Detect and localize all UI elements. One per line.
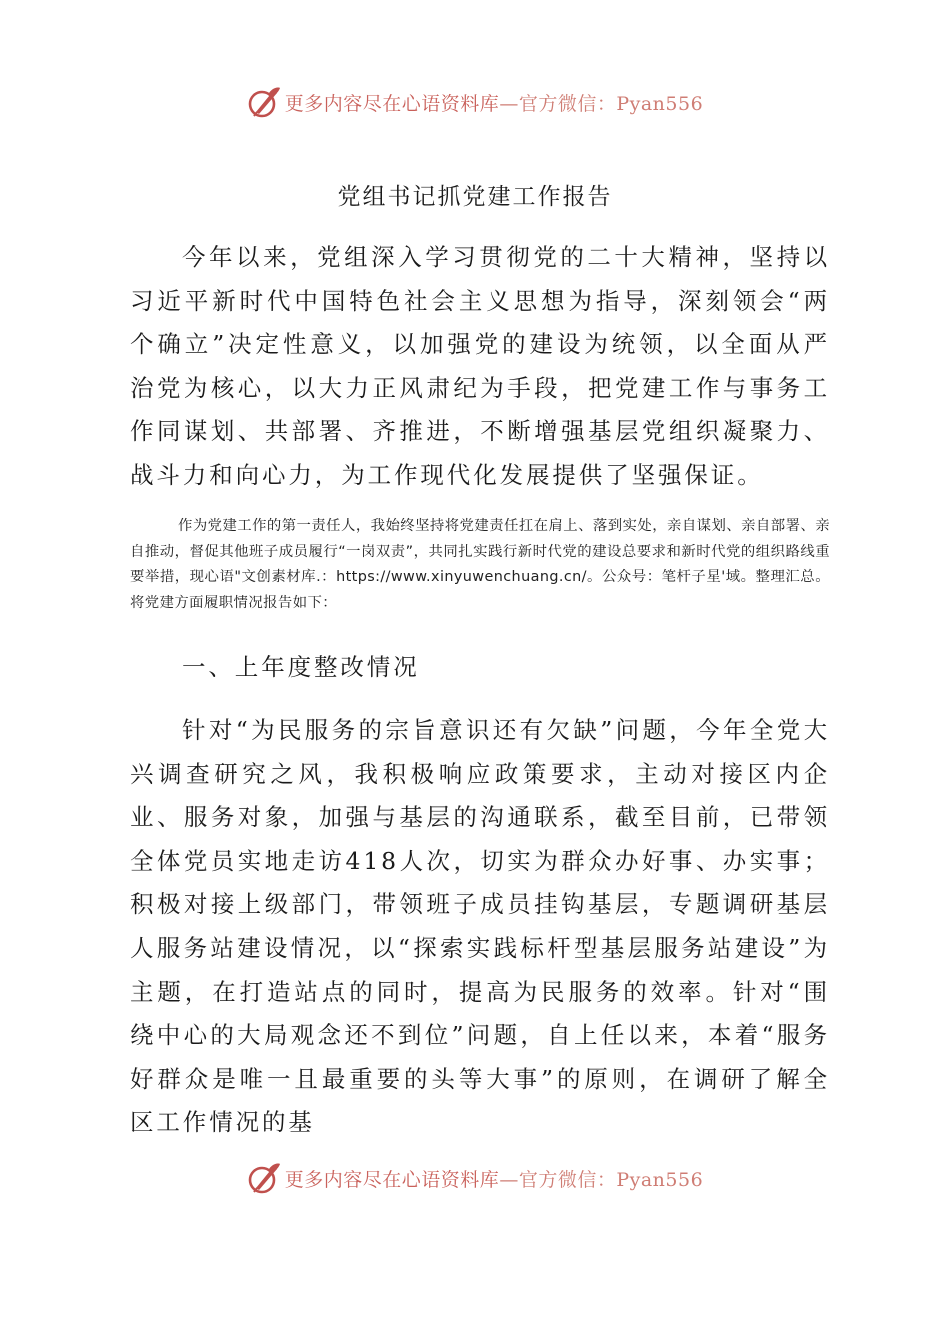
- banner-separator: —: [499, 1168, 519, 1191]
- intro-paragraph: 今年以来，党组深入学习贯彻党的二十大精神，坚持以习近平新时代中国特色社会主义思想为指导，深刻领会“两个确立”决定性意义，以加强党的建设为统领，以全面从严治党为核心，以大力正风肃纪为手段，把党建工作与事务工作同谋划、共部署、齐推进，不断增强基层党组织凝聚力、战斗力和向心力，为工作现代化发展提供了坚强保证。: [130, 243, 830, 489]
- quill-logo-icon: [247, 85, 281, 119]
- footer-banner: [0, 1158, 950, 1198]
- header-banner: [0, 82, 950, 122]
- banner-text: [285, 89, 703, 116]
- banner-separator: —: [499, 92, 519, 115]
- banner-wechat-label: 官方微信：: [518, 92, 617, 115]
- banner-brand: 更多内容尽在心语资料库: [284, 1168, 500, 1191]
- section-heading: 一、上年度整改情况: [182, 653, 420, 681]
- responsibility-paragraph: 作为党建工作的第一责任人，我始终坚持将党建责任扛在肩上、落到实处，亲自谋划、亲自部署、亲自推动，督促其他班子成员履行“一岗双责”，共同扎实践行新时代党的建设总要求和新时代党的组织路线重要举措，现心语"文创素材库.：https://www.xinyuwenchuang.cn/。公众号：笔杆子星'域。整理汇总。将党建方面履职情况报告如下：: [130, 518, 830, 611]
- banner-wechat-id: Pyan556: [616, 1168, 704, 1191]
- quill-logo-icon: [247, 1161, 281, 1195]
- banner-brand: 更多内容尽在心语资料库: [284, 92, 500, 115]
- banner-wechat-label: 官方微信：: [518, 1168, 617, 1191]
- section-paragraph: 针对“为民服务的宗旨意识还有欠缺”问题，今年全党大兴调查研究之风，我积极响应政策要求，主动对接区内企业、服务对象，加强与基层的沟通联系，截至目前，已带领全体党员实地走访418人次，切实为群众办好事、办实事；积极对接上级部门，带领班子成员挂钩基层，专题调研基层人服务站建设情况，以“探索实践标杆型基层服务站建设”为主题，在打造站点的同时，提高为民服务的效率。针对“围绕中心的大局观念还不到位”问题，自上任以来，本着“服务好群众是唯一且最重要的头等大事”的原则，在调研了解全区工作情况的基: [130, 716, 830, 1137]
- banner-wechat-id: Pyan556: [616, 92, 704, 115]
- banner-text: [285, 1165, 703, 1192]
- document-title: 党组书记抓党建工作报告: [337, 184, 613, 210]
